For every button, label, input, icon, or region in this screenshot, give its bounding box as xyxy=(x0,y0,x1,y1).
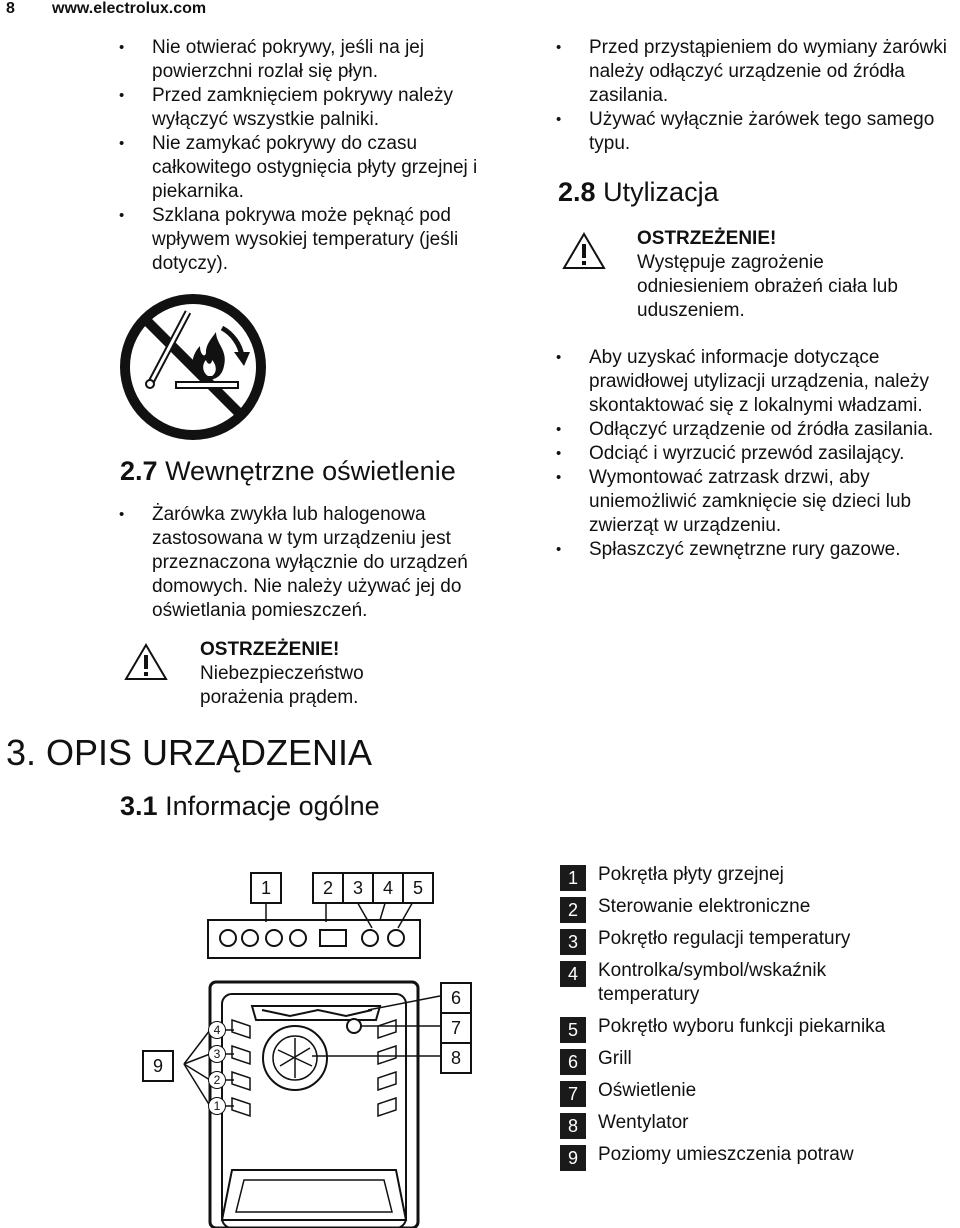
list-item: • Żarówka zwykła lub halogenowa zastosowana w tym urządzeniu jest przeznaczona wyłącznie do urządzeń domowych. Nie należy używać jej do oświetlania pomieszczeń. xyxy=(152,503,497,623)
warning-triangle-icon xyxy=(562,232,606,270)
warning-text: Występuje zagrożenie odniesieniem obrażeń ciała lub uduszeniem. xyxy=(637,252,898,321)
oven-drawing xyxy=(140,870,480,1228)
legend-text: Pokrętło regulacji temperatury xyxy=(598,928,851,949)
list-item: • Wymontować zatrzask drzwi, aby uniemożliwić zamknięcie się dzieci lub zwierząt w urządzeniu. xyxy=(589,466,954,538)
left-top-bullet-list xyxy=(152,36,492,276)
shelf-level-4: 4 xyxy=(208,1021,226,1039)
shelf-level-2: 2 xyxy=(208,1071,226,1089)
section-number: 2.7 xyxy=(120,456,158,486)
legend-text: Poziomy umieszczenia potraw xyxy=(598,1144,854,1165)
legend-item-7 xyxy=(560,1079,696,1111)
list-item: • Szklana pokrywa może pęknąć pod wpływem wysokiej temperatury (jeśli dotyczy). xyxy=(152,204,492,276)
callout-7: 7 xyxy=(440,1012,472,1044)
legend-number: 8 xyxy=(560,1113,586,1139)
legend-text: Pokrętło wyboru funkcji piekarnika xyxy=(598,1016,886,1037)
list-item: • Używać wyłącznie żarówek tego samego typu. xyxy=(589,108,949,156)
legend-number: 4 xyxy=(560,961,586,987)
right-top-bullet-list xyxy=(589,36,949,156)
callout-4: 4 xyxy=(372,872,404,904)
warning-triangle-icon xyxy=(124,643,168,681)
list-item: • Odciąć i wyrzucić przewód zasilający. xyxy=(589,442,954,466)
legend-number: 7 xyxy=(560,1081,586,1107)
list-item: • Aby uzyskać informacje dotyczące prawidłowej utylizacji urządzenia, należy skontaktować się z lokalnymi władzami. xyxy=(589,346,954,418)
callout-8: 8 xyxy=(440,1042,472,1074)
shelf-level-3: 3 xyxy=(208,1045,226,1063)
legend-item-1 xyxy=(560,863,784,895)
legend-text: Pokrętła płyty grzejnej xyxy=(598,864,784,885)
list-item: • Przed przystąpieniem do wymiany żarówki należy odłączyć urządzenie od źródła zasilania. xyxy=(589,36,949,108)
legend-text: Oświetlenie xyxy=(598,1080,697,1101)
section-3-1-heading xyxy=(120,790,380,822)
no-closing-hot-lid-icon xyxy=(118,292,268,442)
callout-2: 2 xyxy=(312,872,344,904)
callout-3: 3 xyxy=(342,872,374,904)
legend-item-4 xyxy=(560,959,888,1011)
legend-text: Grill xyxy=(598,1048,632,1069)
list-item: • Przed zamknięciem pokrywy należy wyłączyć wszystkie palniki. xyxy=(152,84,492,132)
legend-item-9 xyxy=(560,1143,854,1175)
callout-6: 6 xyxy=(440,982,472,1014)
legend-item-8 xyxy=(560,1111,688,1143)
callout-1: 1 xyxy=(250,872,282,904)
warning-title: OSTRZEŻENIE! xyxy=(200,639,340,660)
list-item: • Spłaszczyć zewnętrzne rury gazowe. xyxy=(589,538,954,562)
warning-2-7 xyxy=(200,638,490,710)
legend-number: 6 xyxy=(560,1049,586,1075)
chapter-3-heading: 3. OPIS URZĄDZENIA xyxy=(6,732,373,773)
section-title: Wewnętrzne oświetlenie xyxy=(165,456,456,486)
legend-text: Wentylator xyxy=(598,1112,689,1133)
legend-text: Kontrolka/symbol/wskaźnik temperatury xyxy=(598,960,827,1005)
legend-text: Sterowanie elektroniczne xyxy=(598,896,811,917)
legend-number: 1 xyxy=(560,865,586,891)
section-2-7-heading xyxy=(120,455,456,487)
section-2-7-bullets xyxy=(152,503,497,623)
section-number: 2.8 xyxy=(558,177,596,207)
callout-5: 5 xyxy=(402,872,434,904)
warning-title: OSTRZEŻENIE! xyxy=(637,228,777,249)
warning-text: Niebezpieczeństwo porażenia prądem. xyxy=(200,663,364,708)
section-2-8-heading xyxy=(558,176,719,208)
list-item: • Nie otwierać pokrywy, jeśli na jej powierzchni rozlał się płyn. xyxy=(152,36,492,84)
section-2-8-bullets xyxy=(589,346,954,562)
legend-number: 2 xyxy=(560,897,586,923)
legend-item-5 xyxy=(560,1015,885,1047)
legend-number: 9 xyxy=(560,1145,586,1171)
page-number: 8 xyxy=(6,0,15,17)
section-number: 3.1 xyxy=(120,791,158,821)
legend-item-6 xyxy=(560,1047,632,1079)
site-url: www.electrolux.com xyxy=(52,0,207,17)
legend-number: 5 xyxy=(560,1017,586,1043)
section-title: Utylizacja xyxy=(603,177,719,207)
callout-9: 9 xyxy=(142,1050,174,1082)
legend-item-3 xyxy=(560,927,850,959)
list-item: • Nie zamykać pokrywy do czasu całkowitego ostygnięcia płyty grzejnej i piekarnika. xyxy=(152,132,492,204)
list-item: • Odłączyć urządzenie od źródła zasilania. xyxy=(589,418,954,442)
legend-number: 3 xyxy=(560,929,586,955)
shelf-level-1: 1 xyxy=(208,1097,226,1115)
legend-item-2 xyxy=(560,895,810,927)
section-title: Informacje ogólne xyxy=(165,791,380,821)
oven-diagram xyxy=(140,870,480,1228)
warning-2-8 xyxy=(637,227,927,323)
